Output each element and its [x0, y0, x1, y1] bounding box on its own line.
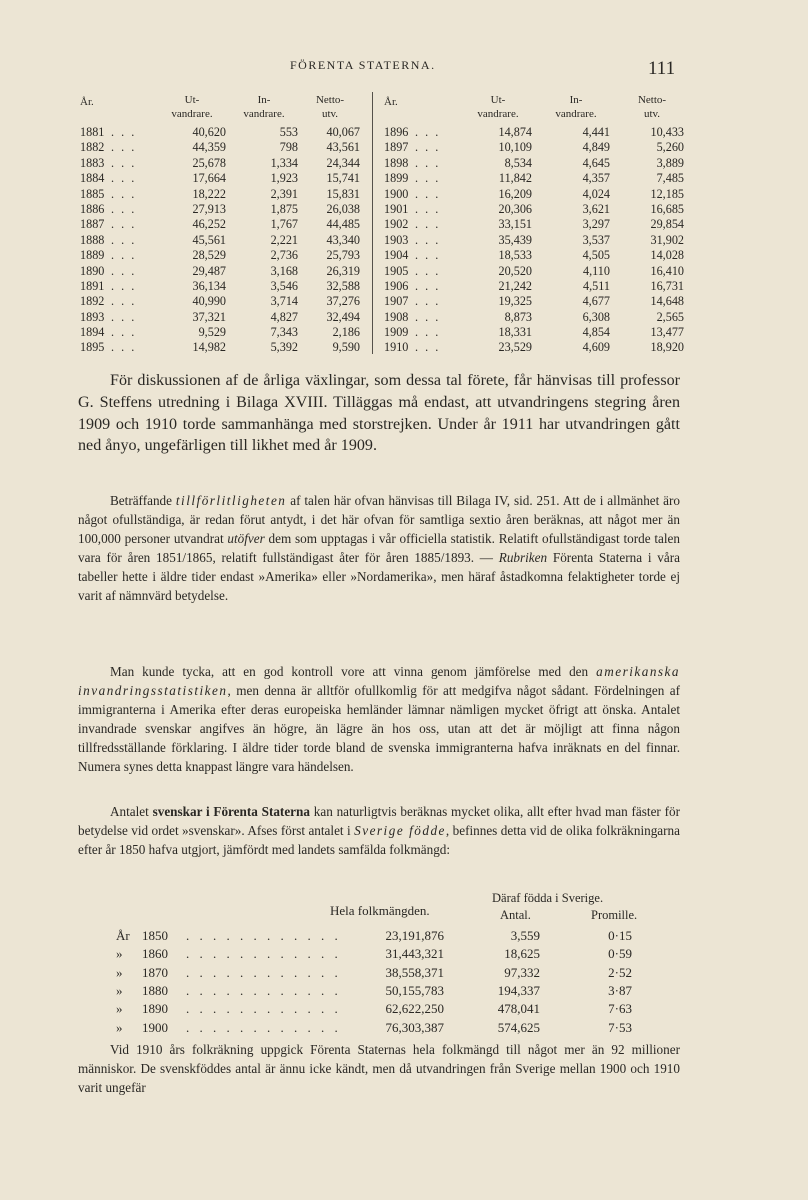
table-row: [116, 928, 676, 946]
year-cell: 1909: [384, 325, 409, 340]
ut-cell: 18,331: [498, 325, 532, 340]
row-leader: . . .: [415, 217, 441, 232]
netto-cell: 29,854: [650, 217, 684, 232]
row-leader: . . .: [111, 155, 137, 170]
total-cell: 38,558,371: [385, 964, 444, 980]
year-cell: 1907: [384, 294, 409, 309]
netto-cell: 2,565: [656, 309, 684, 324]
row-leader: . . .: [415, 309, 441, 324]
year-cell: 1901: [384, 201, 409, 216]
year-cell: 1889: [80, 248, 105, 263]
year-cell: 1902: [384, 217, 409, 232]
paragraph-5: Vid 1910 års folkräkning uppgick Förenta Staternas hela folkmängd till något mer än 92 millioner människor. De svenskföddes antal är ännu icke kändt, men då utvandringen från Sverige mellan 1900 och 1910 varit ungefär: [78, 1042, 680, 1095]
row-leader: . . .: [415, 263, 441, 278]
row-leader: . . .: [111, 278, 137, 293]
netto-cell: 9,590: [332, 340, 360, 355]
promille-cell: 3·87: [608, 982, 632, 998]
row-leader: . . .: [111, 186, 137, 201]
in-cell: 4,441: [582, 125, 610, 139]
year-cell: 1898: [384, 155, 409, 170]
table-row: [116, 1020, 676, 1038]
table-row: [116, 1001, 676, 1019]
in-cell: 1,923: [270, 171, 298, 186]
col-antal-header: Antal.: [500, 908, 531, 922]
year-cell: 1900: [384, 186, 409, 201]
row-leader: . . .: [415, 325, 441, 340]
row-prefix: »: [116, 946, 123, 962]
antal-cell: 3,559: [510, 928, 540, 943]
netto-cell: 14,028: [650, 248, 684, 263]
year-cell: 1883: [80, 155, 105, 170]
netto-cell: 18,920: [650, 340, 684, 355]
year-cell: 1908: [384, 309, 409, 324]
netto-cell: 31,902: [650, 232, 684, 247]
netto-cell: 43,340: [326, 232, 360, 247]
paragraph-3: Man kunde tycka, att en god kontroll vore att vinna genom jämförelse med den amerikanska invandringsstatistiken, men denna är alltför ofullkomlig för att medgifva något sådant. Fördelningen af immigranterna i Amerika efter deras europeiska hemländer lämnar nämligen mycket öfrigt att önska. Antalet invandrade svenskar angifves än högre, än lägre än hos oss, utan att det är möjligt att finna någon tillfredsställande förklaring. I äldre tider torde bland de svenska immigranterna hafva inräknats en del finnar. Numera synes detta knappast längre vara händelsen.: [78, 664, 680, 774]
netto-cell: 40,067: [326, 125, 360, 139]
ut-cell: 19,325: [498, 294, 532, 309]
ut-cell: 23,529: [498, 340, 532, 355]
paragraph-2: Beträffande tillförlitligheten af talen här ofvan hänvisas till Bilaga IV, sid. 251. Att de i allmänhet äro något ofullständiga, är redan förut antydt, i det här ofvan för samtliga sextio åren beräknas, att något mer än 100,000 personer utvandrat utöfver dem som upptagas i vår officiella statistik. Relatift ofullständigast torde talen vara för åren 1851/1865, relatift fullständigast åter för åren 1885/1893. — Rubriken Förenta Staterna i våra tabeller hette i äldre tider endast »Amerika» eller »Nordamerika», men häraf åstadkomna felaktigheter torde ej varit af nämnvärd betydelse.: [78, 493, 681, 603]
ut-cell: 36,134: [192, 278, 226, 293]
netto-cell: 16,685: [650, 201, 684, 216]
col-ut-header: Ut-: [490, 94, 506, 106]
antal-cell: 194,337: [497, 982, 540, 998]
ut-cell: 35,439: [498, 232, 532, 247]
netto-cell: 24,344: [326, 155, 360, 170]
row-prefix: »: [116, 982, 123, 998]
year-cell: 1890: [80, 263, 105, 278]
in-cell: 4,854: [582, 325, 610, 340]
ut-cell: 40,990: [192, 294, 226, 309]
in-cell: 4,110: [583, 263, 610, 278]
year-cell: 1905: [384, 263, 409, 278]
promille-cell: 2·52: [608, 964, 632, 980]
year-cell: 1899: [384, 171, 409, 186]
col-year-header: År.: [80, 96, 94, 108]
row-leader: . . .: [111, 201, 137, 216]
total-cell: 62,622,250: [385, 1001, 444, 1017]
ut-cell: 45,561: [192, 232, 226, 247]
row-leader: . . . . . . . . . . . .: [186, 928, 342, 943]
row-leader: . . .: [415, 248, 441, 263]
netto-cell: 26,319: [326, 263, 360, 278]
row-leader: . . .: [415, 278, 441, 293]
ut-cell: 28,529: [192, 248, 226, 263]
year-cell: 1897: [384, 140, 409, 155]
netto-cell: 44,485: [326, 217, 360, 232]
row-leader: . . .: [111, 171, 137, 186]
promille-cell: 0·59: [608, 946, 632, 962]
population-table: [116, 888, 676, 1035]
ut-cell: 20,306: [498, 201, 532, 216]
in-cell: 2,391: [270, 186, 298, 201]
netto-cell: 25,793: [326, 248, 360, 263]
ut-cell: 20,520: [498, 263, 532, 278]
year-cell: 1870: [142, 964, 168, 980]
row-leader: . . .: [111, 309, 137, 324]
col-ut-header-2: vandrare.: [477, 108, 519, 120]
ut-cell: 9,529: [198, 325, 226, 340]
row-leader: . . .: [111, 125, 137, 139]
in-cell: 3,546: [270, 278, 298, 293]
row-leader: . . .: [415, 186, 441, 201]
in-cell: 4,827: [270, 309, 298, 324]
year-cell: 1891: [80, 278, 105, 293]
row-leader: . . . . . . . . . . . .: [186, 964, 342, 980]
col-group-header: Däraf födda i Sverige.: [492, 891, 604, 905]
ut-cell: 17,664: [192, 171, 226, 186]
year-cell: 1886: [80, 201, 105, 216]
row-leader: . . .: [111, 294, 137, 309]
in-cell: 6,308: [582, 309, 610, 324]
paragraph-4: Antalet svenskar i Förenta Staterna kan naturligtvis beräknas mycket olika, allt efter hvad man fäster för betydelse vid ordet »svenskar». Afses först antalet i Sverige födde, befinnes detta vid de olika folkräkningarna efter år 1850 hafva utgjort, jämfördt med landets samfälda folkmängd:: [78, 804, 680, 857]
antal-cell: 478,041: [497, 1001, 540, 1017]
year-cell: 1860: [142, 946, 168, 962]
netto-cell: 7,485: [656, 171, 684, 186]
in-cell: 2,221: [270, 232, 298, 247]
row-leader: . . .: [415, 340, 441, 355]
row-leader: . . .: [415, 171, 441, 186]
col-netto-header-2: utv.: [321, 108, 339, 120]
in-cell: 4,024: [582, 186, 610, 201]
netto-cell: 10,433: [650, 125, 684, 139]
ut-cell: 29,487: [192, 263, 226, 278]
total-cell: 76,303,387: [385, 1019, 444, 1035]
in-cell: 7,343: [270, 325, 298, 340]
year-cell: 1904: [384, 248, 409, 263]
in-cell: 3,714: [270, 294, 298, 309]
year-cell: 1903: [384, 232, 409, 247]
row-leader: . . .: [415, 294, 441, 309]
netto-cell: 26,038: [326, 201, 360, 216]
row-leader: . . .: [111, 232, 137, 247]
ut-cell: 10,109: [498, 140, 532, 155]
year-cell: 1881: [80, 125, 105, 139]
netto-cell: 37,276: [326, 294, 360, 309]
year-cell: 1880: [142, 982, 168, 998]
in-cell: 3,537: [582, 232, 610, 247]
promille-cell: 7·63: [608, 1001, 632, 1017]
emigration-table: [80, 92, 685, 360]
page-number: 111: [648, 58, 676, 79]
ut-cell: 18,533: [498, 248, 532, 263]
year-cell: 1895: [80, 340, 105, 355]
ut-cell: 14,874: [498, 125, 532, 139]
year-cell: 1892: [80, 294, 105, 309]
table-divider: [372, 92, 373, 354]
year-cell: 1906: [384, 278, 409, 293]
row-leader: . . .: [415, 140, 441, 155]
netto-cell: 13,477: [650, 325, 684, 340]
row-prefix: »: [116, 964, 123, 980]
ut-cell: 14,982: [192, 340, 226, 355]
year-cell: 1887: [80, 217, 105, 232]
netto-cell: 43,561: [326, 140, 360, 155]
year-cell: 1882: [80, 140, 105, 155]
col-netto-header: Netto-: [637, 94, 667, 106]
in-cell: 1,875: [270, 201, 298, 216]
in-cell: 4,357: [582, 171, 610, 186]
row-prefix: År: [116, 928, 130, 943]
row-leader: . . . . . . . . . . . .: [186, 982, 342, 998]
table-row: [116, 946, 676, 964]
netto-cell: 5,260: [656, 140, 684, 155]
in-cell: 5,392: [270, 340, 298, 355]
in-cell: 4,505: [582, 248, 610, 263]
netto-cell: 15,831: [326, 186, 360, 201]
netto-cell: 32,494: [326, 309, 360, 324]
row-leader: . . . . . . . . . . . .: [186, 1019, 342, 1035]
row-leader: . . .: [111, 140, 137, 155]
in-cell: 553: [279, 125, 298, 139]
ut-cell: 11,842: [498, 171, 532, 186]
year-cell: 1885: [80, 186, 105, 201]
netto-cell: 16,731: [650, 278, 684, 293]
col-netto-header-2: utv.: [643, 108, 661, 120]
row-leader: . . .: [111, 263, 137, 278]
in-cell: 1,767: [270, 217, 298, 232]
netto-cell: 3,889: [656, 155, 684, 170]
row-leader: . . .: [415, 125, 441, 139]
ut-cell: 16,209: [498, 186, 532, 201]
ut-cell: 27,913: [192, 201, 226, 216]
in-cell: 3,621: [582, 201, 610, 216]
col-in-header-2: vandrare.: [555, 108, 597, 120]
col-promille-header: Promille.: [591, 908, 638, 922]
in-cell: 4,511: [583, 278, 610, 293]
row-leader: . . .: [111, 217, 137, 232]
total-cell: 23,191,876: [385, 928, 444, 943]
paragraph-1: För diskussionen af de årliga växlingar, som dessa tal förete, får hänvisas till professor G. Steffens utredning i Bilaga XVIII. Tilläggas må endast, att utvandringens stegring åren 1909 och 1910 torde sammanhänga med storstrejken. Under år 1911 har utvandringen gått ned ånyo, ungefärligen till likhet med år 1909.: [78, 372, 680, 455]
ut-cell: 44,359: [192, 140, 226, 155]
year-cell: 1893: [80, 309, 105, 324]
total-cell: 31,443,321: [385, 946, 444, 962]
year-cell: 1896: [384, 125, 409, 139]
in-cell: 3,168: [270, 263, 298, 278]
in-cell: 1,334: [270, 155, 298, 170]
in-cell: 798: [279, 140, 298, 155]
total-cell: 50,155,783: [385, 982, 444, 998]
year-cell: 1910: [384, 340, 409, 355]
ut-cell: 37,321: [192, 309, 226, 324]
year-cell: 1888: [80, 232, 105, 247]
promille-cell: 0·15: [608, 928, 632, 943]
year-cell: 1850: [142, 928, 168, 943]
col-in-header: In-: [257, 94, 271, 106]
col-ut-header-2: vandrare.: [171, 108, 213, 120]
antal-cell: 574,625: [497, 1019, 540, 1035]
netto-cell: 14,648: [650, 294, 684, 309]
ut-cell: 33,151: [498, 217, 532, 232]
table-row: [116, 983, 676, 1001]
col-ut-header: Ut-: [184, 94, 200, 106]
col-in-header-2: vandrare.: [243, 108, 285, 120]
ut-cell: 40,620: [192, 125, 226, 139]
year-cell: 1884: [80, 171, 105, 186]
netto-cell: 32,588: [326, 278, 360, 293]
col-in-header: In-: [569, 94, 583, 106]
row-prefix: »: [116, 1019, 123, 1035]
ut-cell: 25,678: [192, 155, 226, 170]
in-cell: 4,849: [582, 140, 610, 155]
ut-cell: 8,534: [504, 155, 532, 170]
netto-cell: 15,741: [326, 171, 360, 186]
col-total-header: Hela folkmängden.: [330, 903, 430, 918]
antal-cell: 18,625: [504, 946, 540, 962]
in-cell: 4,645: [582, 155, 610, 170]
in-cell: 4,609: [582, 340, 610, 355]
in-cell: 3,297: [582, 217, 610, 232]
year-cell: 1900: [142, 1019, 168, 1035]
table-row: [116, 965, 676, 983]
row-leader: . . . . . . . . . . . .: [186, 946, 342, 962]
running-head: FÖRENTA STATERNA.: [290, 58, 436, 72]
promille-cell: 7·53: [608, 1019, 632, 1035]
row-leader: . . . . . . . . . . . .: [186, 1001, 342, 1017]
row-leader: . . .: [111, 340, 137, 355]
in-cell: 2,736: [270, 248, 298, 263]
col-year-header: År.: [384, 96, 398, 108]
row-leader: . . .: [111, 325, 137, 340]
row-leader: . . .: [111, 248, 137, 263]
row-prefix: »: [116, 1001, 123, 1017]
year-cell: 1890: [142, 1001, 168, 1017]
netto-cell: 2,186: [332, 325, 360, 340]
ut-cell: 18,222: [192, 186, 226, 201]
ut-cell: 21,242: [498, 278, 532, 293]
in-cell: 4,677: [582, 294, 610, 309]
row-leader: . . .: [415, 201, 441, 216]
antal-cell: 97,332: [504, 964, 540, 980]
col-netto-header: Netto-: [315, 94, 345, 106]
netto-cell: 12,185: [650, 186, 684, 201]
netto-cell: 16,410: [650, 263, 684, 278]
ut-cell: 8,873: [504, 309, 532, 324]
row-leader: . . .: [415, 155, 441, 170]
row-leader: . . .: [415, 232, 441, 247]
ut-cell: 46,252: [192, 217, 226, 232]
year-cell: 1894: [80, 325, 105, 340]
